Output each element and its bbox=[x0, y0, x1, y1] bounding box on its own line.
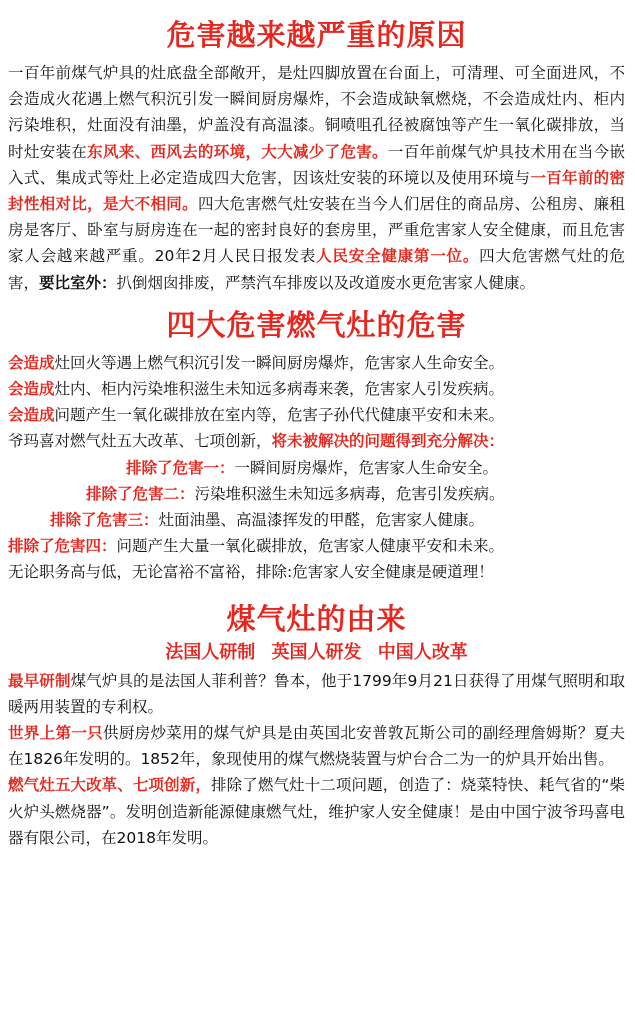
removal-text: 一瞬间厨房爆炸，危害家人生命安全。 bbox=[234, 458, 499, 477]
removal-lead: 排除了危害二： bbox=[86, 484, 195, 503]
causes-highlight-seal: 一百年前的密封性相对比，是大不相同。 bbox=[8, 168, 625, 214]
hazard-lead: 会造成 bbox=[8, 406, 55, 425]
hazard-text: 灶回火等遇上燃气积沉引发一瞬间厨房爆炸，危害家人生命安全。 bbox=[54, 353, 505, 372]
reform-line bbox=[8, 428, 625, 454]
removal-text: 问题产生大量一氧化碳排放，危害家人健康平安和未来。 bbox=[116, 537, 505, 556]
causes-bold-outdoor: 要比室外： bbox=[39, 273, 117, 292]
removal-lead: 排除了危害四： bbox=[8, 537, 117, 556]
removal-line bbox=[8, 481, 625, 507]
origin-text: 供厨房炒菜用的煤气炉具是由英国北安普敦瓦斯公司的副经理詹姆斯？夏夫在1826年发明的。1852年，象现使用的煤气燃烧装置与炉台合二为一的炉具开始出售。 bbox=[8, 724, 625, 769]
section-title-causes: 危害越来越严重的原因 bbox=[166, 18, 467, 52]
causes-text-a: 一百年前煤气炉具的灶底盘全部敞开，是灶四脚放置在台面上，可清理、可全面进风，不会造成火花遇上燃气积沉引发一瞬间厨房爆炸，不会造成缺氧燃烧，不会造成灶内、柜内污染堆积，灶面没有油墨，炉盖没有高温漆。铜喷咀孔径被腐蚀等产生一氧化碳排放，当时灶安装在 bbox=[8, 64, 625, 161]
hazard-line bbox=[8, 376, 625, 402]
causes-text-c: 一百年前煤气炉具技术用在当今嵌入式、集成式等灶上必定造成四大危害，因该灶安装的环境以及使用环境与 bbox=[8, 142, 625, 187]
origin-text: 煤气炉具的是法国人菲利普？鲁本，他于1799年9月21日获得了用煤气照明和取暖两用装置的专利权。 bbox=[8, 671, 625, 716]
causes-text-i: 扒倒烟囱排废，严禁汽车排废以及改道废水更危害家人健康。 bbox=[116, 273, 536, 292]
causes-text-g: 四大危害燃气灶的危害， bbox=[8, 247, 625, 292]
removal-text: 污染堆积滋生未知远多病毒，危害引发疾病。 bbox=[194, 484, 505, 503]
origin-lead: 燃气灶五大改革、七项创新， bbox=[8, 776, 211, 795]
origin-paragraph-britain bbox=[8, 720, 625, 772]
section-title-origin: 煤气灶的由来 bbox=[226, 601, 407, 636]
causes-highlight-env: 东风来、西风去的环境，大大减少了危害。 bbox=[87, 142, 388, 161]
reform-highlight: 将未被解决的问题得到充分解决： bbox=[271, 432, 505, 451]
reform-text: 爷玛喜对燃气灶五大改革、七项创新， bbox=[8, 432, 272, 451]
causes-paragraph bbox=[8, 60, 625, 296]
removal-line bbox=[8, 507, 625, 533]
hazard-line bbox=[8, 402, 625, 428]
origin-subtitle: 法国人研制 英国人研发 中国人改革 bbox=[165, 641, 468, 663]
hazard-lead: 会造成 bbox=[8, 353, 55, 372]
removal-line bbox=[8, 533, 625, 559]
removal-lead: 排除了危害三： bbox=[50, 511, 159, 530]
origin-paragraph-first bbox=[8, 668, 625, 720]
causes-highlight-safety: 人民安全健康第一位。 bbox=[316, 247, 480, 266]
hazard-text: 问题产生一氧化碳排放在室内等，危害子孙代代健康平安和未来。 bbox=[54, 406, 505, 425]
hazard-text: 灶内、柜内污染堆积滋生未知远多病毒来袭，危害家人引发疾病。 bbox=[54, 380, 505, 399]
removal-line bbox=[8, 455, 625, 481]
causes-text-e: 四大危害燃气灶安装在当今人们居住的商品房、公租房、廉租房是客厅、卧室与厨房连在一起的密封良好的套房里，严重危害家人安全健康，而且危害家人会越来越严重。20年2月人民日报发表 bbox=[8, 195, 625, 266]
origin-lead: 最早研制 bbox=[8, 671, 71, 690]
removal-text: 灶面油墨、高温漆挥发的甲醛，危害家人健康。 bbox=[158, 511, 485, 530]
origin-lead: 世界上第一只 bbox=[8, 724, 103, 743]
removal-lead: 排除了危害一： bbox=[126, 458, 235, 477]
closing-line: 无论职务高与低，无论富裕不富裕，排除:危害家人安全健康是硬道理！ bbox=[8, 563, 494, 582]
section-title-hazards: 四大危害燃气灶的危害 bbox=[166, 307, 467, 342]
hazard-lead: 会造成 bbox=[8, 380, 55, 399]
origin-text: 排除了燃气灶十二项问题，创造了：烧菜特快、耗气省的“柴火炉头燃烧器”。发明创造新能源健康燃气灶，维护家人安全健康！是由中国宁波爷玛喜电器有限公司，在2018年发明。 bbox=[8, 776, 625, 847]
hazard-line bbox=[8, 350, 625, 376]
origin-paragraph-reform bbox=[8, 772, 625, 851]
